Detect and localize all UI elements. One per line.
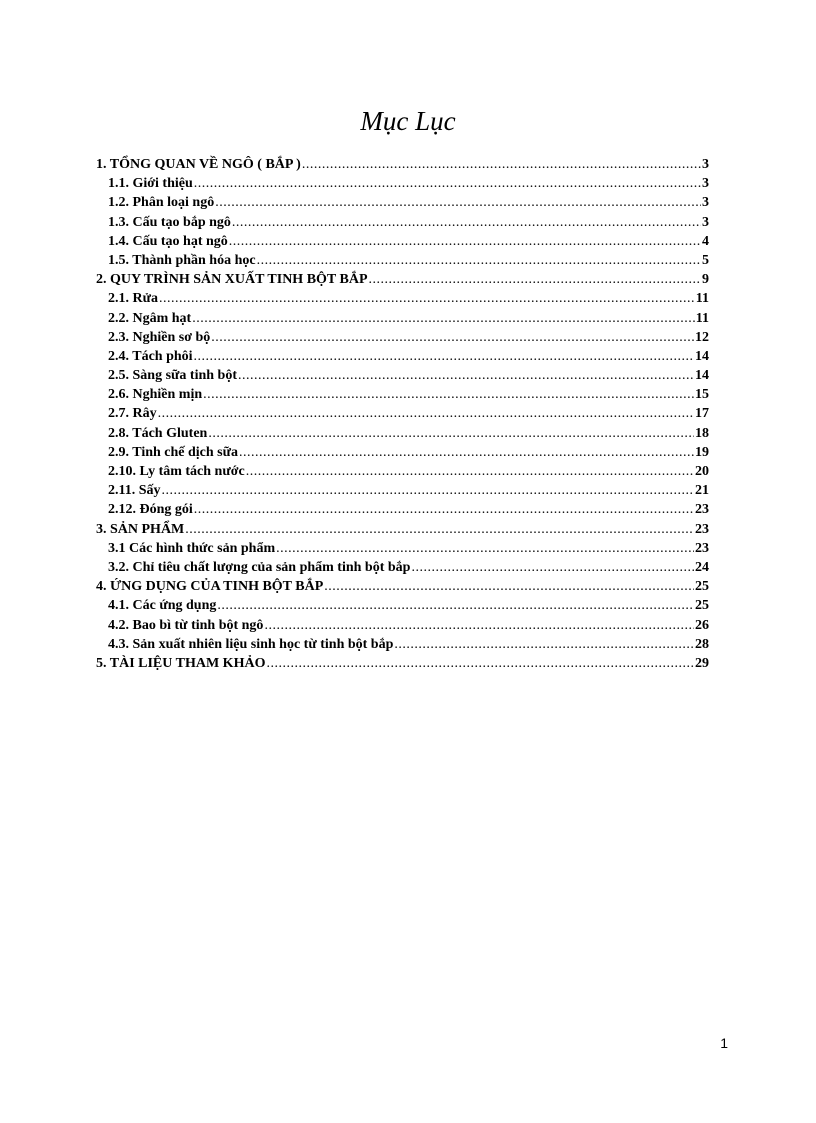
toc-dot-leader <box>215 193 701 212</box>
toc-entry-label: 2.3. Nghiền sơ bộ <box>108 329 211 345</box>
toc-entry[interactable] <box>96 520 709 539</box>
toc-dot-leader <box>192 309 695 328</box>
toc-entry-page-number: 3 <box>702 176 709 192</box>
toc-entry[interactable] <box>96 481 709 500</box>
toc-entry-label: 2.4. Tách phôi <box>108 348 193 364</box>
toc-entry-page-number: 3 <box>702 214 709 230</box>
toc-entry[interactable] <box>96 289 709 308</box>
toc-entry[interactable] <box>96 193 709 212</box>
toc-entry[interactable] <box>96 558 709 577</box>
toc-entry-page-number: 26 <box>695 617 709 633</box>
toc-entry[interactable] <box>96 251 709 270</box>
toc-dot-leader <box>238 366 694 385</box>
toc-entry[interactable] <box>96 366 709 385</box>
toc-dot-leader <box>411 558 694 577</box>
table-of-contents <box>96 155 709 673</box>
toc-entry-label: 2.10. Ly tâm tách nước <box>108 464 245 479</box>
page-number: 1 <box>720 1035 728 1051</box>
toc-entry[interactable] <box>96 232 709 251</box>
toc-entry-page-number: 28 <box>695 636 709 652</box>
toc-entry-label: 4.2. Bao bì từ tinh bột ngô <box>108 617 264 633</box>
toc-entry[interactable] <box>96 328 709 347</box>
toc-entry[interactable] <box>96 424 709 443</box>
toc-entry[interactable] <box>96 462 709 481</box>
toc-entry-page-number: 3 <box>702 157 709 172</box>
toc-dot-leader <box>239 443 694 462</box>
toc-dot-leader <box>194 500 694 519</box>
toc-entry-page-number: 24 <box>695 559 709 575</box>
toc-entry-page-number: 20 <box>695 464 709 479</box>
toc-entry[interactable] <box>96 213 709 232</box>
toc-dot-leader <box>264 616 694 635</box>
toc-entry[interactable] <box>96 616 709 635</box>
toc-dot-leader <box>211 328 694 347</box>
toc-entry-label: 2.1. Rửa <box>108 291 159 307</box>
toc-dot-leader <box>208 424 694 443</box>
toc-entry-label: 2.5. Sàng sữa tinh bột <box>108 368 237 384</box>
toc-entry-page-number: 25 <box>695 579 709 595</box>
toc-dot-leader <box>276 539 694 558</box>
toc-entry-page-number: 23 <box>695 521 709 537</box>
toc-entry-page-number: 19 <box>695 444 709 460</box>
toc-entry[interactable] <box>96 539 709 558</box>
toc-entry-label: 1.3. Cấu tạo bắp ngô <box>108 214 231 230</box>
toc-dot-leader <box>159 289 695 308</box>
toc-dot-leader <box>229 232 701 251</box>
toc-dot-leader <box>369 270 701 289</box>
toc-entry-page-number: 17 <box>695 406 709 422</box>
toc-entry-label: 2.2. Ngâm hạt <box>108 310 192 326</box>
toc-entry-page-number: 5 <box>702 252 709 268</box>
toc-entry-label: 3.1 Các hình thức sản phẩm <box>108 540 276 556</box>
toc-dot-leader <box>394 635 694 654</box>
toc-dot-leader <box>217 596 694 615</box>
toc-entry-label: 4.3. Sản xuất nhiên liệu sinh học từ tinh bột bắp <box>108 636 394 652</box>
toc-entry-label: 3. SẢN PHẨM <box>96 521 185 537</box>
toc-dot-leader <box>194 347 694 366</box>
toc-entry-page-number: 3 <box>702 195 709 211</box>
page-title: Mục Lục <box>360 106 456 136</box>
toc-entry-page-number: 9 <box>702 272 709 288</box>
toc-entry-label: 1.2. Phân loại ngô <box>108 195 215 211</box>
toc-dot-leader <box>232 213 701 232</box>
toc-entry-label: 1.4. Cấu tạo hạt ngô <box>108 233 228 249</box>
toc-entry-label: 2. QUY TRÌNH SẢN XUẤT TINH BỘT BẮP <box>96 272 368 288</box>
toc-dot-leader <box>302 155 701 174</box>
toc-entry-label: 5. TÀI LIỆU THAM KHẢO <box>96 655 266 671</box>
toc-entry-label: 1. TỔNG QUAN VỀ NGÔ ( BẮP ) <box>96 157 301 172</box>
toc-dot-leader <box>158 404 694 423</box>
toc-entry[interactable] <box>96 443 709 462</box>
toc-entry-label: 2.8. Tách Gluten <box>108 425 208 441</box>
toc-dot-leader <box>194 174 701 193</box>
toc-entry-page-number: 18 <box>695 425 709 441</box>
toc-entry[interactable] <box>96 596 709 615</box>
toc-entry-page-number: 23 <box>695 540 709 556</box>
toc-dot-leader <box>203 385 694 404</box>
toc-entry-page-number: 11 <box>695 310 709 326</box>
toc-entry-label: 4. ỨNG DỤNG CỦA TINH BỘT BẮP <box>96 579 324 595</box>
toc-entry[interactable] <box>96 577 709 596</box>
toc-entry[interactable] <box>96 404 709 423</box>
toc-dot-leader <box>246 462 694 481</box>
toc-entry-label: 2.9. Tinh chế dịch sữa <box>108 444 239 460</box>
toc-dot-leader <box>266 654 694 673</box>
toc-entry-label: 1.1. Giới thiệu <box>108 176 193 192</box>
toc-entry[interactable] <box>96 385 709 404</box>
toc-entry[interactable] <box>96 654 709 673</box>
toc-entry-label: 4.1. Các ứng dụng <box>108 598 217 614</box>
toc-entry[interactable] <box>96 270 709 289</box>
toc-entry-label: 2.7. Rây <box>108 406 157 422</box>
toc-dot-leader <box>185 520 694 539</box>
toc-entry-page-number: 12 <box>695 329 709 345</box>
toc-entry[interactable] <box>96 347 709 366</box>
toc-entry-page-number: 25 <box>695 598 709 614</box>
toc-entry-label: 2.6. Nghiền mịn <box>108 387 203 403</box>
toc-entry-page-number: 23 <box>695 502 709 518</box>
toc-entry[interactable] <box>96 500 709 519</box>
toc-entry[interactable] <box>96 174 709 193</box>
toc-dot-leader <box>162 481 694 500</box>
toc-entry-page-number: 15 <box>695 387 709 403</box>
toc-entry-page-number: 11 <box>695 291 709 307</box>
toc-dot-leader <box>257 251 701 270</box>
toc-entry-page-number: 14 <box>695 368 709 384</box>
toc-entry-label: 1.5. Thành phần hóa học <box>108 252 256 268</box>
toc-entry[interactable] <box>96 635 709 654</box>
toc-entry-page-number: 14 <box>695 348 709 364</box>
toc-entry-label: 2.11. Sấy <box>108 483 161 499</box>
toc-entry-page-number: 29 <box>695 655 709 671</box>
toc-entry-page-number: 21 <box>695 483 709 499</box>
toc-entry[interactable] <box>96 309 709 328</box>
toc-entry[interactable] <box>96 155 709 174</box>
toc-dot-leader <box>324 577 694 596</box>
toc-entry-page-number: 4 <box>702 233 709 249</box>
toc-entry-label: 2.12. Đóng gói <box>108 502 193 518</box>
toc-entry-label: 3.2. Chỉ tiêu chất lượng của sản phẩm tinh bột bắp <box>108 559 411 575</box>
